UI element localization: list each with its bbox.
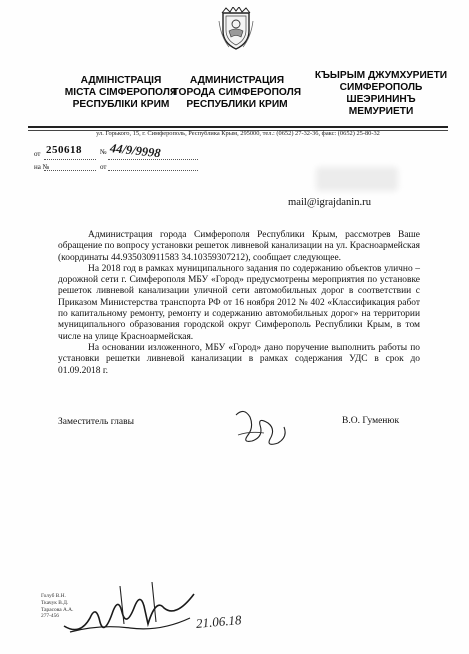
header-ua-line-1: АДМІНІСТРАЦІЯ [80,75,162,86]
recipient-email: mail@igrajdanin.ru [288,197,372,208]
letter-body [58,230,420,377]
address-line: ул. Горького, 15, г. Симферополь, Республика Крым, 295000, тел.: (0652) 27-32-36, факс: (0652) 25-80-32 [96,130,380,137]
reg-field-line [44,159,96,160]
header-ua-line-3: РЕСПУБЛІКИ КРИМ [72,99,170,110]
signatory-title: Заместитель главы [58,417,134,427]
header-ct-line-2: СИМФЕРОПОЛЬ [339,82,423,93]
handwritten-date: 21.06.18 [195,612,243,631]
header-ua-line-2: МІСТА СІМФЕРОПОЛЯ [64,87,178,98]
header-ru-line-2: ГОРОДА СИМФЕРОПОЛЯ [172,87,302,98]
header-ct-line-3: ШЕЭРИНИНЪ [346,94,416,105]
header-ct-line-1: КЪЫРЫМ ДЖУМХУРИЕТИ [314,70,448,81]
header-crimean-tatar [302,70,460,118]
executor-line: Ткачук В.Д. [41,599,69,606]
executor-line: Тарасова А.А. [41,606,74,613]
reg-date-label: от [34,150,41,158]
reg-date-value: 250618 [46,144,82,156]
header-ct-line-4: МЕМУРИЕТИ [348,106,414,117]
redacted-recipient-block [316,167,398,191]
reg-ref-label: на № [34,163,50,171]
reg-ref-date-label: от [100,163,107,171]
header-russian [172,75,302,111]
reg-field-line [44,170,96,171]
header-ru-line-3: РЕСПУБЛИКИ КРИМ [186,99,288,110]
executor-line: Голуб В.Н. [41,593,66,599]
body-paragraph: На основании изложенного, МБУ «Город» дано поручение выполнить работы по установки решетки ливневой канализации в рамках содержания УДС в срок до 01.09.2018 г. [58,342,420,376]
reg-field-line [108,159,198,160]
coat-of-arms-icon [217,7,255,52]
body-paragraph: На 2018 год в рамках муниципального задания по содержанию объектов улично – дорожной сети г. Симферополя МБУ «Город» предусмотрены мероприятия по установке решеток ливневой канализации уличной сети автомобильных дорог в соответствии с Приказом Министерства транспорта РФ от 16 ноября 2012 № 402 «Классификация работ по капитальному ремонту, ремонту и содержанию автомобильных дорог» на территории муниципального образования городской округ Симферополь Республики Крым, в том числе на улице Красноармейская. [58,263,420,342]
reg-number-value: 44/9/9998 [109,141,162,161]
signatory-name: В.О. Гуменюк [342,416,400,426]
header-divider [28,126,448,128]
header-ukrainian [56,75,186,111]
reg-number-label: № [100,148,107,156]
handwritten-signature [230,405,300,451]
executor-phone: 277-456 [41,613,59,620]
reg-field-line [108,170,198,171]
header-ru-line-1: АДМИНИСТРАЦИЯ [189,75,285,86]
body-paragraph: Администрация города Симферополя Республики Крым, рассмотрев Ваше обращение по вопросу установки решеток ливневой канализации на ул. Красноармейская (координаты 44.935030911583 34.10359307212), сообщает следующее. [58,230,420,263]
handwritten-scrawl [60,578,210,640]
